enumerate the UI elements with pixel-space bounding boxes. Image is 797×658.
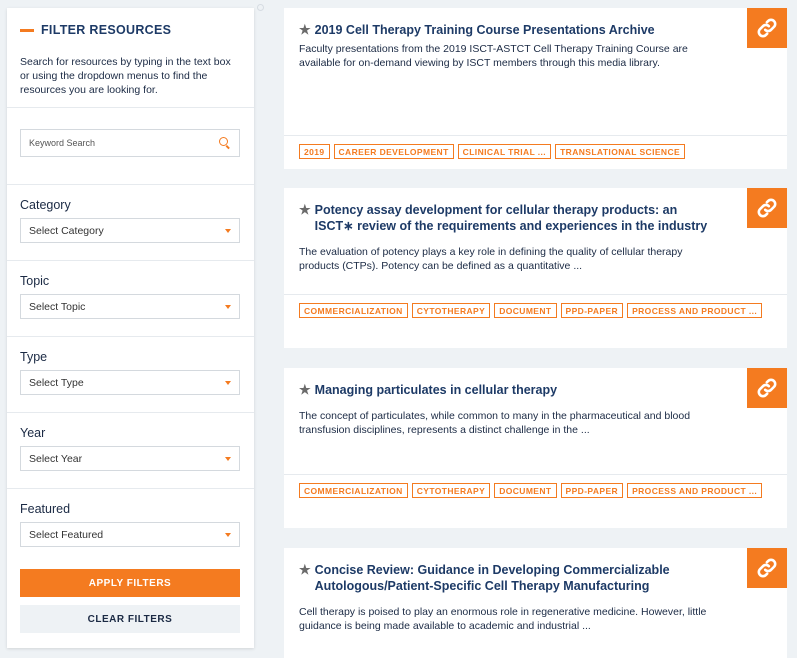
- link-icon: [756, 197, 778, 219]
- clear-filters-button[interactable]: CLEAR FILTERS: [20, 605, 240, 633]
- tag[interactable]: TRANSLATIONAL SCIENCE: [555, 144, 685, 159]
- filter-description: Search for resources by typing in the text box or using the dropdown menus to find the resources you are looking for.: [20, 56, 231, 96]
- star-icon[interactable]: ★: [299, 382, 311, 397]
- filter-title-text: FILTER RESOURCES: [41, 23, 172, 37]
- dash-icon: [20, 29, 34, 32]
- tag[interactable]: COMMERCIALIZATION: [299, 483, 408, 498]
- tag[interactable]: DOCUMENT: [494, 303, 556, 318]
- caret-down-icon: [225, 457, 231, 461]
- resource-card: [284, 368, 787, 528]
- keyword-search-input[interactable]: [29, 138, 199, 148]
- card-title[interactable]: [299, 202, 717, 234]
- type-select[interactable]: [20, 370, 240, 395]
- keyword-search-box[interactable]: [20, 129, 240, 157]
- tag[interactable]: PPD-PAPER: [561, 483, 624, 498]
- card-title-text[interactable]: Concise Review: Guidance in Developing Commercializable Autologous/Patient-Specific Cell Therapy Manufacturing: [314, 563, 670, 593]
- resource-card: [284, 548, 787, 658]
- tag[interactable]: CAREER DEVELOPMENT: [334, 144, 454, 159]
- card-tags: [284, 294, 787, 318]
- filter-title: [20, 23, 241, 37]
- card-description: Faculty presentations from the 2019 ISCT-ASTCT Cell Therapy Training Course are available for on-demand viewing by ISCT members through this media library.: [299, 43, 688, 69]
- topic-filter: [7, 261, 254, 337]
- link-button[interactable]: [747, 8, 787, 48]
- link-icon: [756, 17, 778, 39]
- tag[interactable]: CYTOTHERAPY: [412, 303, 490, 318]
- topic-label: Topic: [20, 274, 50, 288]
- tag[interactable]: CYTOTHERAPY: [412, 483, 490, 498]
- featured-select-value: Select Featured: [29, 528, 104, 541]
- year-label: Year: [20, 426, 46, 440]
- link-icon: [756, 377, 778, 399]
- caret-down-icon: [225, 229, 231, 233]
- topic-select[interactable]: [20, 294, 240, 319]
- tag[interactable]: PROCESS AND PRODUCT ...: [627, 483, 762, 498]
- featured-label: Featured: [20, 502, 71, 516]
- filter-sidebar: [7, 8, 254, 648]
- type-label: Type: [20, 350, 48, 364]
- category-select-value: Select Category: [29, 224, 104, 237]
- caret-down-icon: [225, 305, 231, 309]
- apply-filters-button[interactable]: APPLY FILTERS: [20, 569, 240, 597]
- card-tags: [284, 135, 787, 159]
- card-description: Cell therapy is poised to play an enormous role in regenerative medicine. However, little guidance is being made available to academic and industrial ...: [299, 606, 707, 632]
- category-filter: [7, 185, 254, 261]
- tag[interactable]: COMMERCIALIZATION: [299, 303, 408, 318]
- link-button[interactable]: [747, 188, 787, 228]
- star-icon[interactable]: ★: [299, 22, 311, 37]
- card-title-text[interactable]: Managing particulates in cellular therapy: [314, 383, 558, 397]
- resource-card: [284, 8, 787, 169]
- link-button[interactable]: [747, 368, 787, 408]
- tag[interactable]: 2019: [299, 144, 330, 159]
- search-icon[interactable]: [219, 137, 231, 149]
- card-title-text[interactable]: 2019 Cell Therapy Training Course Presentations Archive: [314, 23, 655, 37]
- scroll-indicator: [257, 4, 264, 11]
- link-button[interactable]: [747, 548, 787, 588]
- card-title[interactable]: [299, 382, 717, 398]
- card-description: The evaluation of potency plays a key role in defining the quality of cellular therapy products (CTPs). Potency can be defined as a quantitative ...: [299, 246, 683, 272]
- caret-down-icon: [225, 381, 231, 385]
- caret-down-icon: [225, 533, 231, 537]
- topic-select-value: Select Topic: [29, 300, 86, 313]
- card-title-text[interactable]: Potency assay development for cellular therapy products: an ISCT∗ review of the requirements and experiences in the industry: [314, 203, 708, 233]
- star-icon[interactable]: ★: [299, 202, 311, 217]
- resource-card: [284, 188, 787, 348]
- category-label: Category: [20, 198, 71, 212]
- tag[interactable]: CLINICAL TRIAL ...: [458, 144, 551, 159]
- year-select[interactable]: [20, 446, 240, 471]
- year-select-value: Select Year: [29, 452, 83, 465]
- featured-filter: [7, 489, 254, 565]
- link-icon: [756, 557, 778, 579]
- filter-header: [7, 8, 254, 108]
- category-select[interactable]: [20, 218, 240, 243]
- search-section: [7, 108, 254, 185]
- featured-select[interactable]: [20, 522, 240, 547]
- year-filter: [7, 413, 254, 489]
- card-title[interactable]: [299, 22, 717, 38]
- tag[interactable]: DOCUMENT: [494, 483, 556, 498]
- card-description: The concept of particulates, while common to many in the pharmaceutical and blood transfusion disciplines, represents a distinct challenge in the ...: [299, 410, 691, 436]
- tag[interactable]: PROCESS AND PRODUCT ...: [627, 303, 762, 318]
- card-title[interactable]: [299, 562, 717, 594]
- type-select-value: Select Type: [29, 376, 84, 389]
- tag[interactable]: PPD-PAPER: [561, 303, 624, 318]
- star-icon[interactable]: ★: [299, 562, 311, 577]
- type-filter: [7, 337, 254, 413]
- card-tags: [284, 474, 787, 498]
